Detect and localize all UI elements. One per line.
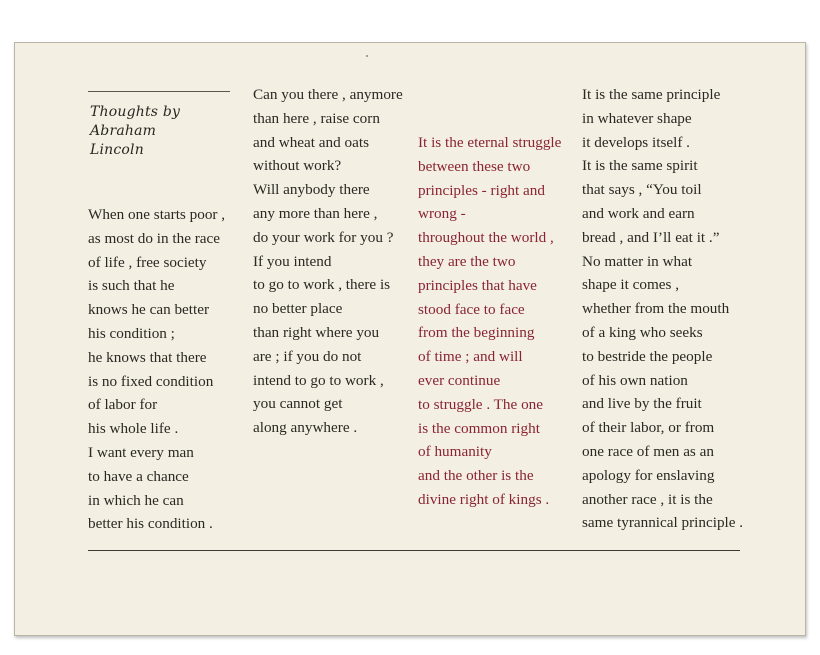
text-line: as most do in the race <box>88 229 221 247</box>
text-line: to bestride the people <box>582 347 713 365</box>
text-line: to struggle . The one <box>418 395 543 413</box>
text-line: another race , it is the <box>582 490 713 508</box>
text-line: his condition ; <box>88 324 175 342</box>
text-line: any more than here , <box>253 204 378 222</box>
text-line: whether from the mouth <box>582 300 730 318</box>
text-line: shape it comes , <box>582 276 680 294</box>
text-line: of humanity <box>418 443 492 461</box>
text-line: principles that have <box>418 276 537 294</box>
text-line: It is the eternal struggle <box>418 134 562 151</box>
text-line: It is the same principle <box>582 86 721 103</box>
text-line: of life , free society <box>88 253 207 271</box>
title-line: Lincoln <box>90 142 144 158</box>
text-line: in which he can <box>88 491 184 509</box>
text-line: throughout the world , <box>418 229 554 247</box>
text-line: they are the two <box>418 252 516 270</box>
text-line: When one starts poor , <box>88 206 226 223</box>
text-line: than right where you <box>253 323 380 341</box>
title-line: Thoughts by <box>90 104 181 120</box>
text-line: and wheat and oats <box>253 133 369 151</box>
text-line: to go to work , there is <box>253 276 391 294</box>
text-line: is such that he <box>88 277 175 295</box>
bottom-rule <box>88 550 740 551</box>
paper-speck <box>366 55 368 57</box>
text-line: Will anybody there <box>253 181 370 199</box>
text-line: apology for enslaving <box>582 466 715 484</box>
text-line: of a king who seeks <box>582 323 703 341</box>
text-line: intend to go to work , <box>253 371 384 389</box>
text-line: to have a chance <box>88 467 189 485</box>
text-line: than here , raise corn <box>253 109 380 127</box>
text-line: No matter in what <box>582 252 693 270</box>
text-line: principles - right and <box>418 181 545 199</box>
text-column-2 <box>253 83 403 440</box>
text-line: stood face to face <box>418 300 525 318</box>
text-line: without work? <box>253 157 342 175</box>
text-line: you cannot get <box>253 395 343 413</box>
text-line: and live by the fruit <box>582 395 702 413</box>
text-line: is the common right <box>418 419 540 437</box>
text-line: do your work for you ? <box>253 228 394 246</box>
text-line: divine right of kings . <box>418 490 550 508</box>
text-line: and the other is the <box>418 467 534 485</box>
text-line: of labor for <box>88 396 158 414</box>
text-line: wrong - <box>418 205 466 223</box>
text-line: is no fixed condition <box>88 372 214 390</box>
text-line: he knows that there <box>88 348 207 366</box>
text-column-4 <box>582 83 743 535</box>
text-line: from the beginning <box>418 324 535 342</box>
calligraphic-title <box>90 103 180 160</box>
title-line: Abraham <box>90 123 157 139</box>
text-line: knows he can better <box>88 301 210 319</box>
text-line: I want every man <box>88 443 194 461</box>
text-line: of time ; and will <box>418 348 523 366</box>
text-line: it develops itself . <box>582 133 690 151</box>
text-line: ever continue <box>418 371 501 389</box>
text-line: are ; if you do not <box>253 347 362 365</box>
text-line: one race of men as an <box>582 442 714 460</box>
text-line: no better place <box>253 300 343 318</box>
text-line: that says , “You toil <box>582 181 702 199</box>
text-column-1 <box>88 203 225 536</box>
text-line: Can you there , anymore <box>253 86 403 103</box>
text-line: better his condition . <box>88 515 213 533</box>
text-line: of his own nation <box>582 371 688 389</box>
title-top-rule <box>88 91 230 92</box>
text-line: his whole life . <box>88 420 179 438</box>
text-line: of their labor, or from <box>582 419 715 437</box>
text-column-3-highlight <box>418 131 561 512</box>
text-line: bread , and I’ll eat it .” <box>582 228 720 246</box>
text-line: along anywhere . <box>253 419 358 437</box>
text-line: in whatever shape <box>582 109 692 127</box>
text-line: same tyrannical principle . <box>582 514 744 532</box>
text-line: If you intend <box>253 252 332 270</box>
text-line: It is the same spirit <box>582 157 698 175</box>
text-line: and work and earn <box>582 204 695 222</box>
text-line: between these two <box>418 157 531 175</box>
